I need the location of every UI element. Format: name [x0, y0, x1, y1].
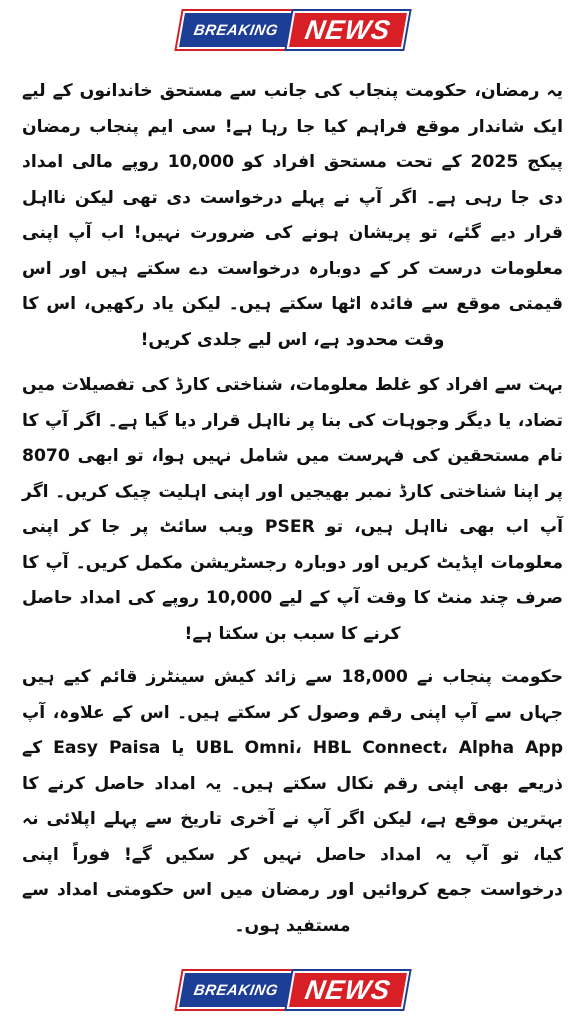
- breaking-label: BREAKING: [176, 971, 295, 1009]
- article-paragraph-2: بہت سے افراد کو غلط معلومات، شناختی کارڈ کی تفصیلات میں تضاد، یا دیگر وجوہات کی بنا پر نااہل قرار دیا گیا ہے۔ اگر آپ کا نام مستحقین کی فہرست میں شامل نہیں ہوا، تو ابھی 8070 پر اپنا شناختی کارڈ نمبر بھیجیں اور اپنی اہلیت چیک کریں۔ اگر آپ اب بھی نااہل ہیں، تو PSER ویب سائٹ پر جا کر اپنی معلومات اپڈیٹ کریں اور دوبارہ رجسٹریشن مکمل کریں۔ آپ کا صرف چند منٹ کا وقت آپ کے لیے 10,000 روپے کی امداد حاصل کرنے کا سبب بن سکتا ہے!: [22, 375, 563, 644]
- news-label: NEWS: [286, 11, 409, 49]
- breaking-news-header-badge: [176, 11, 409, 49]
- article-paragraph-3: حکومت پنجاب نے 18,000 سے زائد کیش سینٹرز قائم کیے ہیں جہاں سے آپ اپنی رقم وصول کر سکتے ہیں۔ اس کے علاوہ، آپ UBL Omni، HBL Connect، Alpha App یا Easy Paisa کے ذریعے بھی اپنی رقم نکال سکتے ہیں۔ یہ امداد حاصل کرنے کا بہترین موقع ہے، لیکن اگر آپ نے آخری تاریخ سے پہلے اپلائی نہ کیا، تو آپ یہ امداد حاصل نہیں کر سکیں گے! فوراً اپنی درخواست جمع کروائیں اور رمضان میں اس حکومتی امداد سے مستفید ہوں۔: [22, 667, 564, 936]
- article-paragraph-1: یہ رمضان، حکومت پنجاب کی جانب سے مستحق خاندانوں کے لیے ایک شاندار موقع فراہم کیا جا رہا ہے! سی ایم پنجاب رمضان پیکج 2025 کے تحت مستحق افراد کو 10,000 روپے مالی امداد دی جا رہی ہے۔ اگر آپ نے پہلے درخواست دی تھی لیکن نااہل قرار دیے گئے، تو پریشان ہونے کی ضرورت نہیں! اب آپ اپنی معلومات درست کر کے دوبارہ درخواست دے سکتے ہیں اور اس قیمتی موقع سے فائدہ اٹھا سکتے ہیں۔ لیکن یاد رکھیں، اس کا وقت محدود ہے، اس لیے جلدی کریں!: [22, 81, 563, 350]
- breaking-label: BREAKING: [176, 11, 295, 49]
- news-label: NEWS: [286, 971, 409, 1009]
- breaking-news-footer-badge: [176, 971, 409, 1009]
